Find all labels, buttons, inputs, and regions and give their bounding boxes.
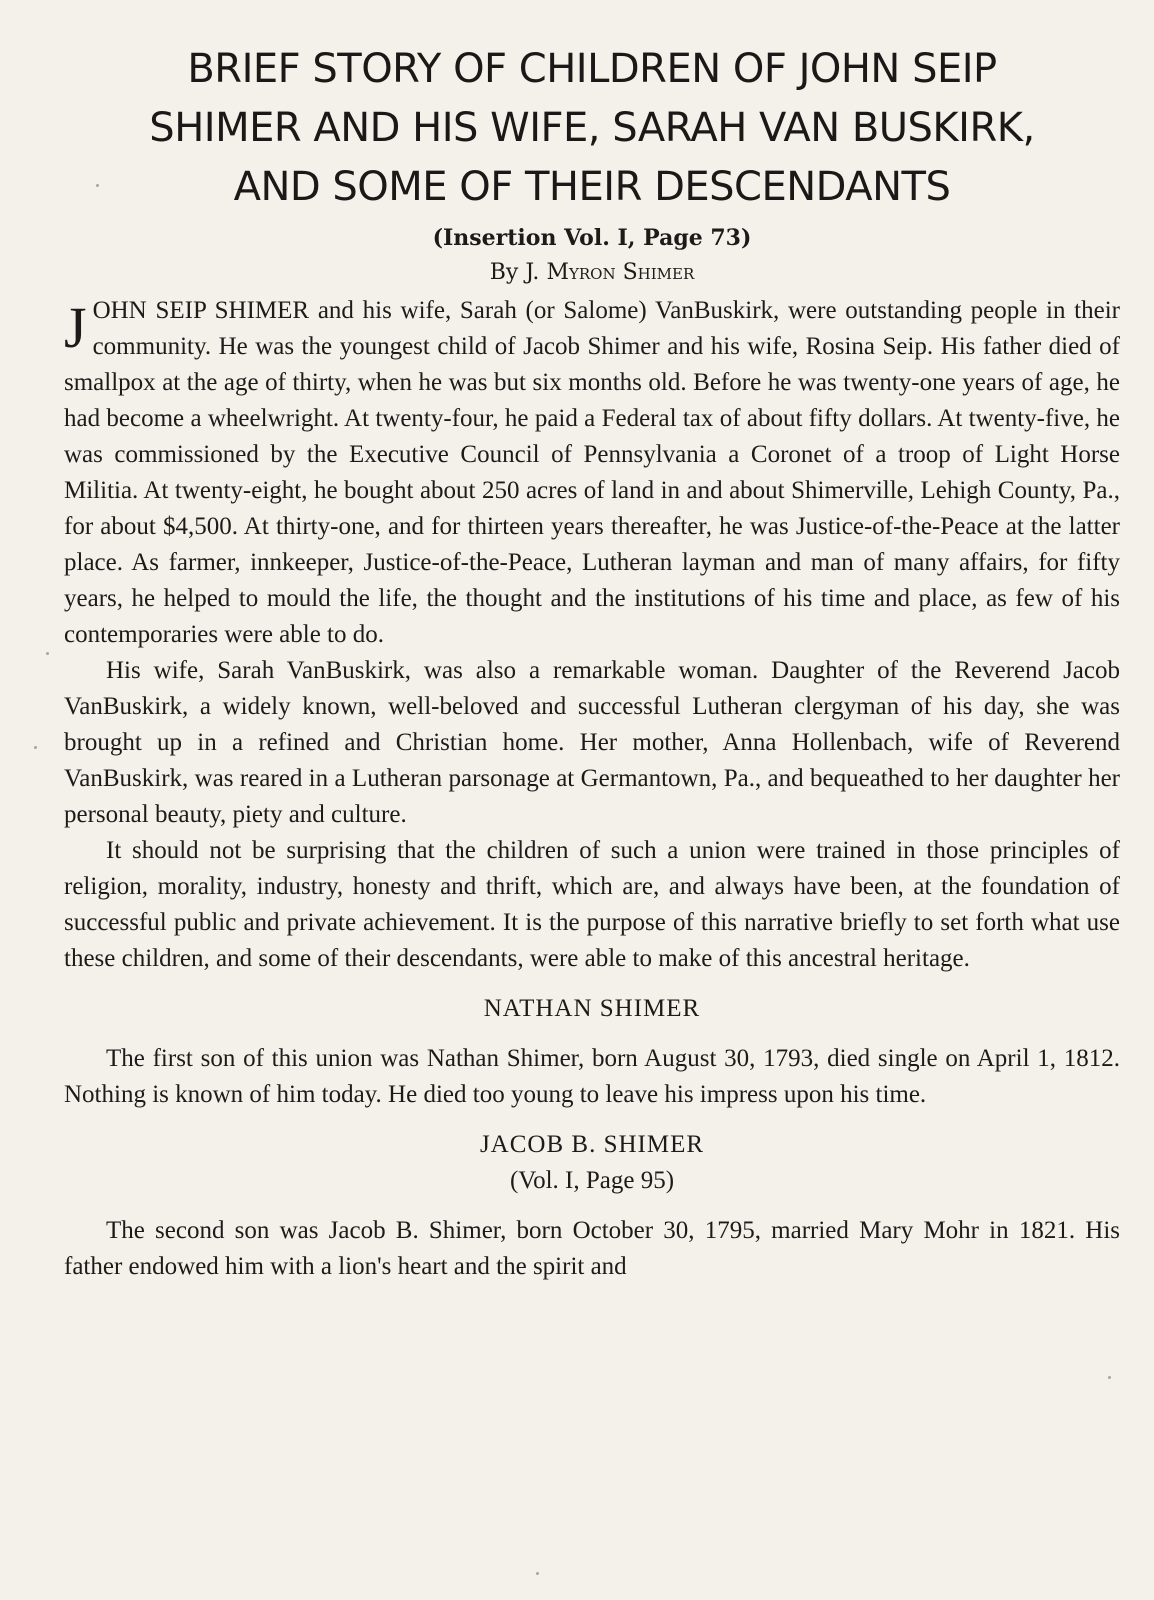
jacob-paragraph: The second son was Jacob B. Shimer, born October 30, 1795, married Mary Mohr in 1821. His father endowed him with a lion's heart and the spirit and	[64, 1217, 1120, 1280]
scan-speck	[34, 746, 37, 749]
author-name: Myron Shimer	[546, 260, 695, 285]
byline-prefix: By J.	[489, 260, 540, 285]
byline	[64, 255, 1120, 291]
intro-paragraph-text: OHN SEIP SHIMER and his wife, Sarah (or Salome) VanBuskirk, were outstanding people in their community. He was the youngest child of Jacob Shimer and his wife, Rosina Seip. His father died of smallpox at the age of thirty, when he was but six months old. Before he was twenty-one years of age, he had become a wheelwright. At twenty-four, he paid a Federal tax of about fifty dollars. At twenty-five, he was commissioned by the Executive Council of Pennsylvania a Coronet of a troop of Light Horse Militia. At twenty-eight, he bought about 250 acres of land in and about Shimerville, Lehigh County, Pa., for about $4,500. At thirty-one, and for thirteen years thereafter, he was Justice-of-the-Peace at the latter place. As farmer, innkeeper, Justice-of-the-Peace, Lutheran layman and man of many affairs, for fifty years, he helped to mould the life, the thought and the institutions of his time and place, as few of his contemporaries were able to do.	[64, 297, 1120, 648]
title-line-1: BRIEF STORY OF CHILDREN OF JOHN SEIP	[187, 46, 997, 92]
section-heading-jacob: JACOB B. SHIMER	[479, 1131, 705, 1158]
title-line-3: AND SOME OF THEIR DESCENDANTS	[233, 164, 951, 210]
nathan-paragraph: The first son of this union was Nathan Shimer, born August 30, 1793, died single on April 1, 1812. Nothing is known of him today. He died too young to leave his impress upon his time.	[64, 1045, 1120, 1108]
article-body	[64, 293, 1120, 1285]
scan-speck	[46, 652, 49, 655]
scan-speck	[1108, 1376, 1111, 1379]
section-subheading-jacob: (Vol. I, Page 95)	[509, 1167, 675, 1194]
intro-paragraph	[64, 293, 1120, 653]
purpose-paragraph: It should not be surprising that the children of such a union were trained in those principles of religion, morality, industry, honesty and thrift, which are, and always have been, at the foundation of successful public and private achievement. It is the purpose of this narrative briefly to set forth what use these children, and some of their descendants, were able to make of this ancestral heritage.	[64, 837, 1120, 972]
scan-speck	[536, 1572, 539, 1575]
section-heading-nathan: NATHAN SHIMER	[483, 995, 701, 1022]
insertion-reference: (Insertion Vol. I, Page 73)	[432, 225, 752, 251]
title-line-2: SHIMER AND HIS WIFE, SARAH VAN BUSKIRK,	[149, 105, 1035, 151]
document-title	[64, 40, 1120, 217]
drop-cap: J	[64, 295, 87, 360]
scan-speck	[96, 184, 99, 187]
wife-paragraph: His wife, Sarah VanBuskirk, was also a remarkable woman. Daughter of the Reverend Jacob VanBuskirk, a widely known, well-beloved and successful Lutheran clergyman of his day, she was brought up in a refined and Christian home. Her mother, Anna Hollenbach, wife of Reverend VanBuskirk, was reared in a Lutheran parsonage at Germantown, Pa., and bequeathed to her daughter her personal beauty, piety and culture.	[64, 657, 1120, 828]
